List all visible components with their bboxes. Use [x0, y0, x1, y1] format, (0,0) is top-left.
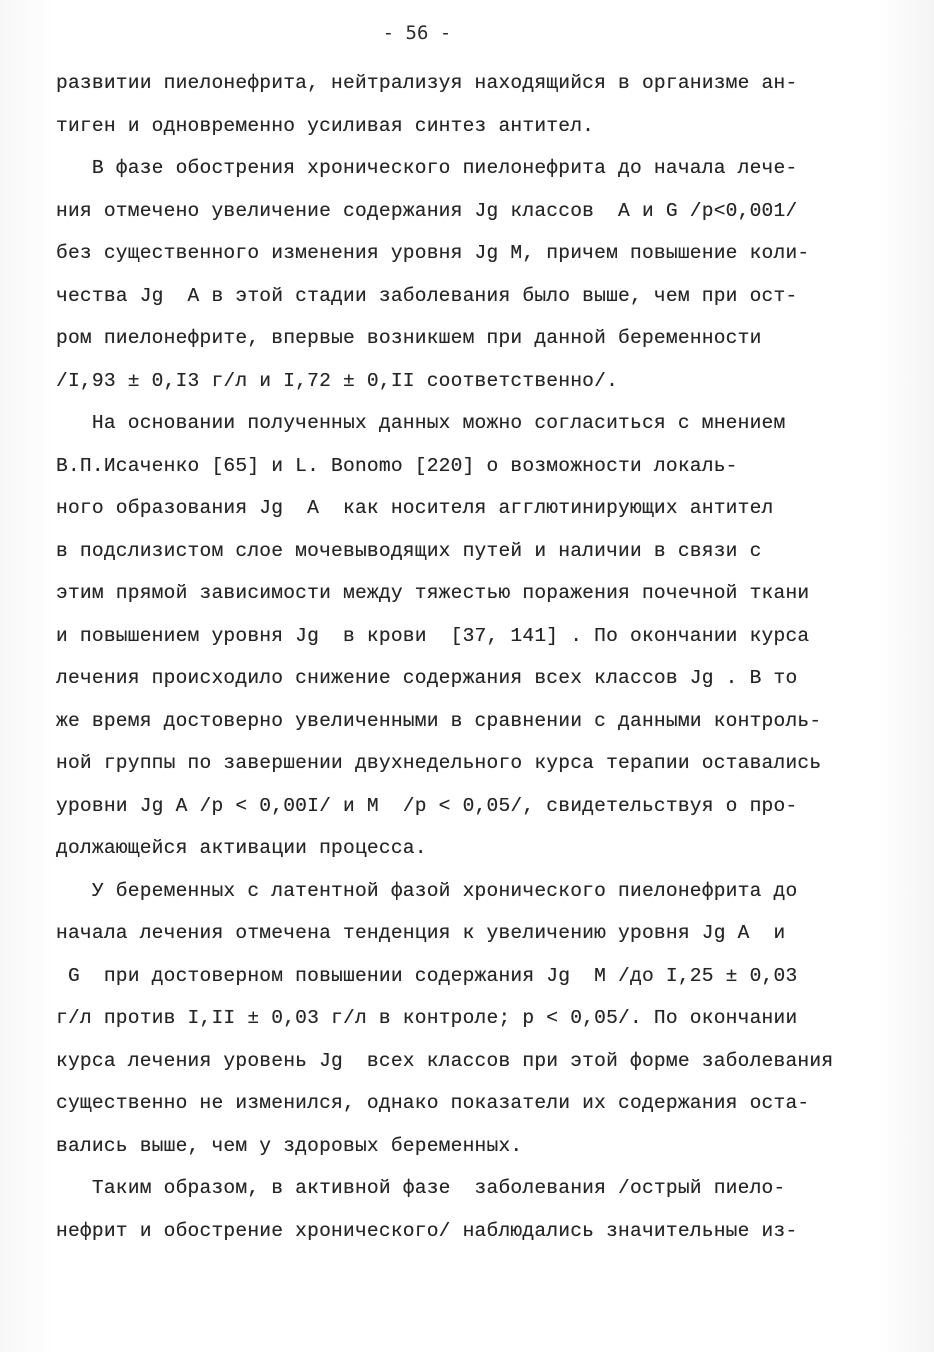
- text-line: г/л против I,II ± 0,03 г/л в контроле; р < 0,05/. По окончании: [56, 1007, 798, 1029]
- text-line: существенно не изменился, однако показатели их содержания оста-: [56, 1092, 810, 1114]
- text-line: этим прямой зависимости между тяжестью поражения почечной ткани: [56, 582, 810, 604]
- body-text: [56, 62, 888, 1252]
- text-line: На основании полученных данных можно согласиться с мнением: [56, 412, 786, 434]
- text-line: и повышением уровня Jg в крови [37, 141] . По окончании курса: [56, 624, 810, 647]
- text-line: начала лечения отмечена тенденция к увеличению уровня Jg А и: [56, 922, 786, 944]
- text-line: нефрит и обострение хронического/ наблюдались значительные из-: [56, 1219, 798, 1242]
- text-line: должающейся активации процесса.: [56, 837, 427, 859]
- text-line: ром пиелонефрите, впервые возникшем при данной беременности: [56, 327, 762, 349]
- text-line: ной группы по завершении двухнедельного курса терапии оставались: [56, 752, 822, 774]
- text-line: Таким образом, в активной фазе заболевания /острый пиело-: [56, 1177, 786, 1199]
- text-line: лечения происходило снижение содержания всех классов Jg . В то: [56, 667, 798, 689]
- text-line: вались выше, чем у здоровых беременных.: [56, 1134, 523, 1157]
- text-line: без существенного изменения уровня Jg M, причем повышение коли-: [56, 242, 810, 264]
- text-line: ного образования Jg А как носителя агглютинирующих антител: [56, 497, 774, 519]
- text-line: уровни Jg А /р < 0,00I/ и М /р < 0,05/, свидетельствуя о про-: [56, 794, 798, 817]
- text-line: тиген и одновременно усиливая синтез антител.: [56, 114, 595, 137]
- text-line: развитии пиелонефрита, нейтрализуя находящийся в организме ан-: [56, 72, 798, 94]
- text-line: же время достоверно увеличенными в сравнении с данными контроль-: [56, 709, 822, 732]
- text-line: в подслизистом слое мочевыводящих путей и наличии в связи с: [56, 539, 762, 562]
- text-line: В фазе обострения хронического пиелонефрита до начала лече-: [56, 157, 798, 179]
- text-line: /I,93 ± 0,I3 г/л и I,72 ± 0,II соответственно/.: [56, 369, 619, 392]
- page-number: - 56 -: [382, 22, 452, 44]
- text-line: G при достоверном повышении содержания Jg М /до I,25 ± 0,03: [56, 964, 798, 987]
- text-line: ния отмечено увеличение содержания Jg классов А и G /р<0,001/: [56, 199, 798, 222]
- text-line: чества Jg А в этой стадии заболевания было выше, чем при ост-: [56, 284, 798, 307]
- text-line: В.П.Исаченко [65] и L. Bonomo [220] о возможности локаль-: [56, 454, 738, 477]
- text-line: У беременных с латентной фазой хронического пиелонефрита до: [56, 879, 798, 902]
- text-line: курса лечения уровень Jg всех классов при этой форме заболевания: [56, 1049, 834, 1072]
